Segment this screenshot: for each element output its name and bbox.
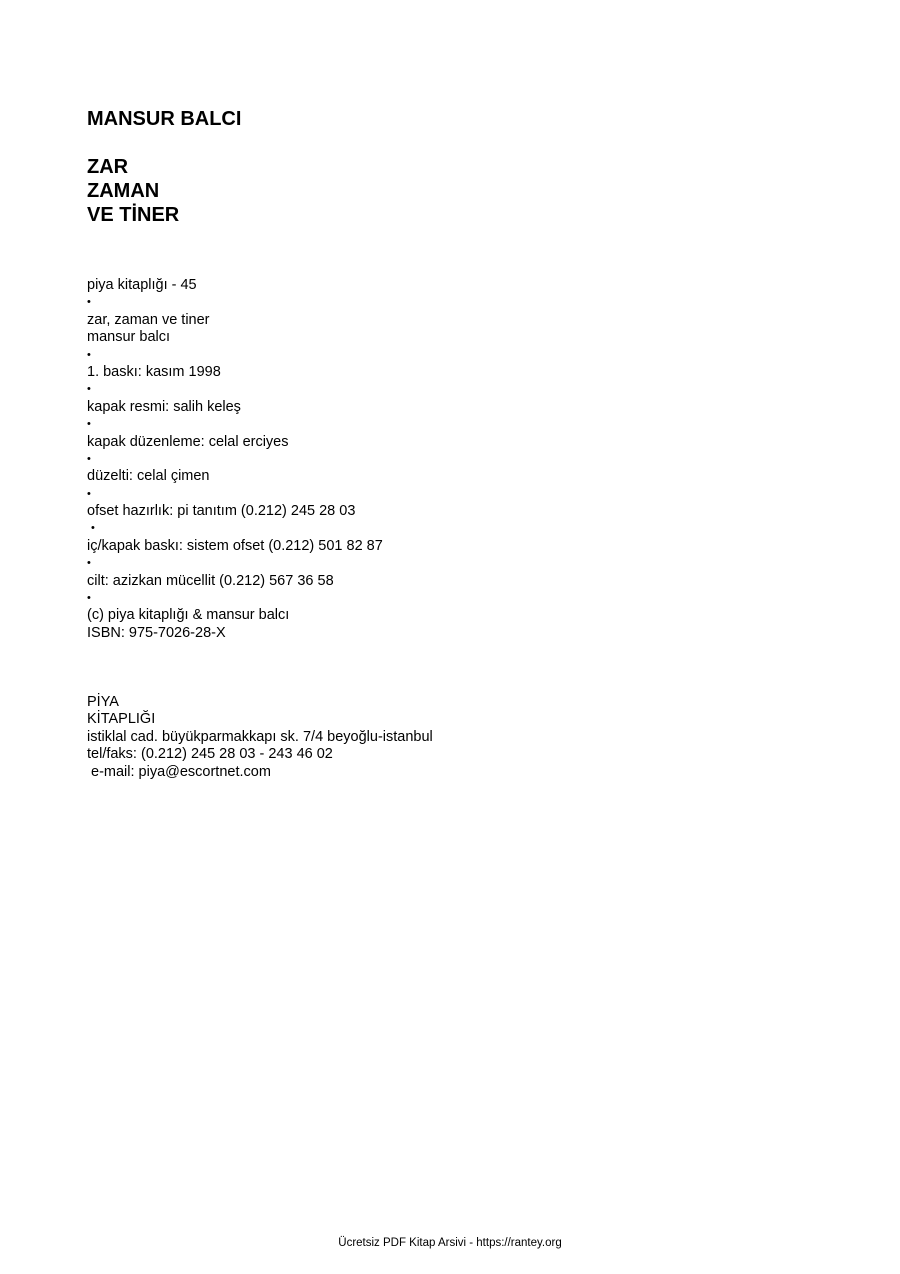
bullet-separator: •	[87, 487, 91, 500]
book-title	[87, 155, 179, 227]
publisher-name-line-2: KİTAPLIĞI	[87, 711, 156, 728]
page-footer: Ücretsiz PDF Kitap Arsivi - https://rantey.org	[338, 1237, 562, 1249]
cover-design-line: kapak düzenleme: celal erciyes	[87, 433, 289, 450]
bullet-separator: •	[87, 383, 91, 396]
title-line-3: VE TİNER	[87, 204, 180, 226]
bullet-separator: •	[91, 522, 95, 535]
copyright-line: (c) piya kitaplığı & mansur balcı	[87, 607, 290, 624]
offset-prep-line: ofset hazırlık: pi tanıtım (0.212) 245 28 03	[87, 503, 356, 520]
bullet-separator: •	[87, 452, 91, 465]
proofreading-line: düzelti: celal çimen	[87, 468, 210, 485]
bullet-separator: •	[87, 557, 91, 570]
colophon-credits	[87, 277, 383, 642]
book-title-line: zar, zaman ve tiner	[87, 311, 210, 328]
book-author-line: mansur balcı	[87, 329, 171, 346]
publisher-email: e-mail: piya@escortnet.com	[91, 763, 271, 780]
bullet-separator: •	[87, 348, 91, 361]
title-line-1: ZAR	[87, 156, 129, 178]
printing-line: iç/kapak baskı: sistem ofset (0.212) 501 82 87	[87, 537, 383, 554]
publisher-name-line-1: PİYA	[87, 694, 119, 710]
title-line-2: ZAMAN	[87, 180, 160, 202]
edition-line: 1. baskı: kasım 1998	[87, 363, 221, 380]
cover-art-line: kapak resmi: salih keleş	[87, 398, 241, 415]
series-line: piya kitaplığı - 45	[87, 277, 197, 293]
publisher-address: istiklal cad. büyükparmakkapı sk. 7/4 beyoğlu-istanbul	[87, 728, 433, 745]
binding-line: cilt: azizkan mücellit (0.212) 567 36 58	[87, 572, 334, 589]
bullet-separator: •	[87, 592, 91, 605]
bullet-separator: •	[87, 418, 91, 431]
author-name: MANSUR BALCI	[87, 108, 242, 130]
bullet-separator: •	[87, 296, 91, 309]
publisher-phone: tel/faks: (0.212) 245 28 03 - 243 46 02	[87, 746, 333, 763]
publisher-info	[87, 694, 433, 781]
isbn-line: ISBN: 975-7026-28-X	[87, 624, 226, 641]
